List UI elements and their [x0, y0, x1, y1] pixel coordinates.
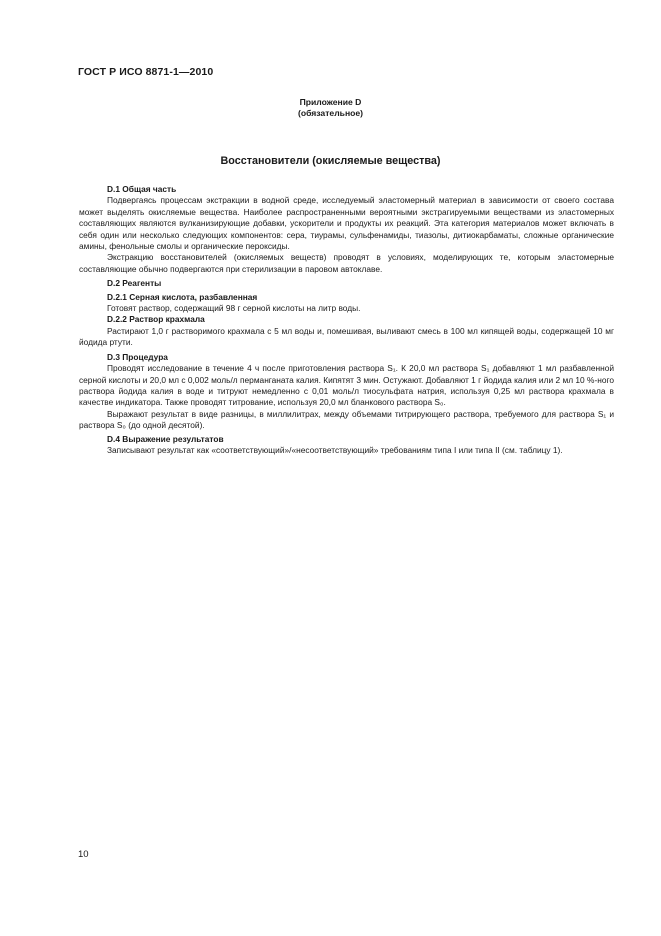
standard-header: ГОСТ Р ИСО 8871-1—2010 — [78, 66, 214, 78]
annex-status: (обязательное) — [297, 108, 364, 118]
paragraph: Готовят раствор, содержащий 98 г серной кислоты на литр воды. — [107, 303, 361, 314]
paragraph: Проводят исследование в течение 4 ч после приготовления раствора S₁. К 20,0 мл раствора S₁ добавляют 1 мл разбавленной серной кислоты и 20,0 мл с 0,002 моль/л перманганата калия. Кипятят 3 мин. Остужают. Добавляют 1 г йодида калия или 2 мл 10 %-ного раствора йодида калия в воде и титруют немедленно с 0,01 моль/л тиосульфата натрия, используя 0,25 мл раствора крахмала в качестве индикатора. Также проводят титрование, используя 20,0 мл бланкового раствора S₀. — [79, 363, 614, 408]
section-heading-d22: D.2.2 Раствор крахмала — [107, 314, 205, 325]
paragraph: Экстракцию восстановителей (окисляемых веществ) проводят в условиях, моделирующих те, которым эластомерные составляющие обычно подвергаются при стерилизации в паровом автоклаве. — [79, 252, 614, 274]
annex-title: Приложение D — [299, 97, 362, 107]
annex-label — [0, 97, 661, 119]
paragraph: Растирают 1,0 г растворимого крахмала с 5 мл воды и, помешивая, выливают смесь в 100 мл кипящей воды, содержащей 10 мг йодида ртути. — [79, 325, 614, 348]
page-number: 10 — [78, 849, 89, 860]
paragraph: Записывают результат как «соответствующий»/«несоответствующий» требованиям типа I или типа II (см. таблицу 1). — [107, 444, 563, 455]
section-heading-d3: D.3 Процедура — [107, 351, 168, 362]
section-heading-d4: D.4 Выражение результатов — [107, 433, 224, 444]
document-body — [79, 184, 614, 456]
section-heading-d1: D.1 Общая часть — [107, 184, 177, 194]
paragraph: Выражают результат в виде разницы, в миллилитрах, между объемами титрирующего раствора, требуемого для раствора S₁ и раствора S₀ (до одной десятой). — [79, 408, 614, 431]
section-heading-d21: D.2.1 Серная кислота, разбавленная — [107, 291, 258, 302]
annex-heading: Восстановители (окисляемые вещества) — [220, 155, 441, 167]
section-heading-d2: D.2 Реагенты — [107, 278, 162, 289]
paragraph: Подвергаясь процессам экстракции в водной среде, исследуемый эластомерный материал в зависимости от своего состава может выделять окисляемые вещества. Наиболее распространенными вероятными экстрагируемыми веществами из эластомерных составляющих являются вулканизирующие добавки, ускорители и продукты их реакций. Эта категория материалов может включать в себя один или несколько следующих компонентов: сера, тиурамы, сульфенамиды, тиазолы, дитиокарбаматы, сложные органические амины, фенольные смолы и органические пероксиды. — [79, 195, 614, 252]
